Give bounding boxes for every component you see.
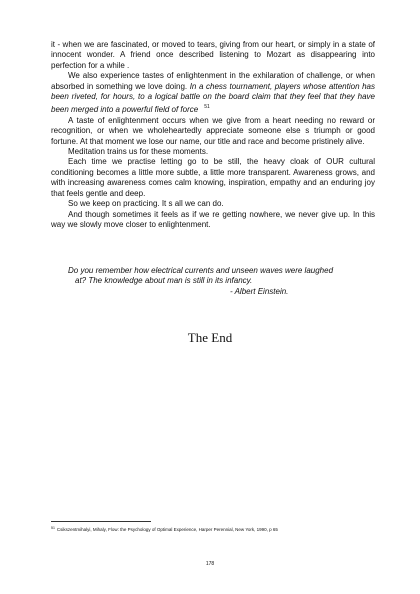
quote-author: - Albert Einstein. (230, 286, 289, 296)
paragraph-1: it - when we are fascinated, or moved to tears, giving from our heart, or simply in a state of innocent wonder. A friend once described listening to Mozart as disappearing into perfection for a while . (51, 40, 375, 70)
closing-heading: The End (187, 330, 233, 345)
body-text (51, 40, 375, 230)
paragraph-2-italic: In a chess tournament, players whose attention has been riveted, for hours, to a logical battle on the board claim that they feel that they have been merged into a powerful field of force (51, 81, 376, 115)
paragraph-2 (51, 71, 375, 116)
page-number: 178 (205, 561, 215, 567)
paragraph-4: Meditation trains us for these moments. (68, 147, 209, 157)
quote-line-2: at? The knowledge about man is still in its infancy. (75, 276, 253, 286)
paragraph-2-plain: We also experience tastes of enlightenment in the exhilaration of challenge, or when absorbed in something we love doing. (51, 71, 375, 91)
einstein-quote (61, 266, 361, 297)
paragraph-5: Each time we practise letting go to be still, the heavy cloak of OUR cultural conditioning becomes a little more subtle, a little more transparent. Awareness grows, and with increasing awareness comes calm knowing, inspiration, empathy and an enduring joy that feels gentle and deep. (51, 157, 375, 198)
footnote-text: Csikszentmihalyi, Mihaly, Flow: the Psychology of Optimal Experience, Harper Perennial, New York, 1990, p 65 (56, 527, 278, 532)
footnote-divider (51, 521, 151, 522)
paragraph-3: A taste of enlightenment occurs when we give from a heart needing no reward or recognition, or when we wholeheartedly appreciate someone else s triumph or good fortune. At that moment we lose our name, our title and race and become pristinely alive. (51, 115, 375, 146)
paragraph-7: And though sometimes it feels as if we re getting nowhere, we never give up. In this way we slowly move closer to enlightenment. (51, 209, 375, 229)
paragraph-6: So we keep on practicing. It s all we can do. (68, 199, 224, 209)
quote-line-1: Do you remember how electrical currents and unseen waves were laughed (68, 266, 334, 275)
footnote-reference: 51 (204, 104, 210, 111)
footnote-number: 51 (51, 526, 55, 530)
footnote (51, 525, 381, 533)
